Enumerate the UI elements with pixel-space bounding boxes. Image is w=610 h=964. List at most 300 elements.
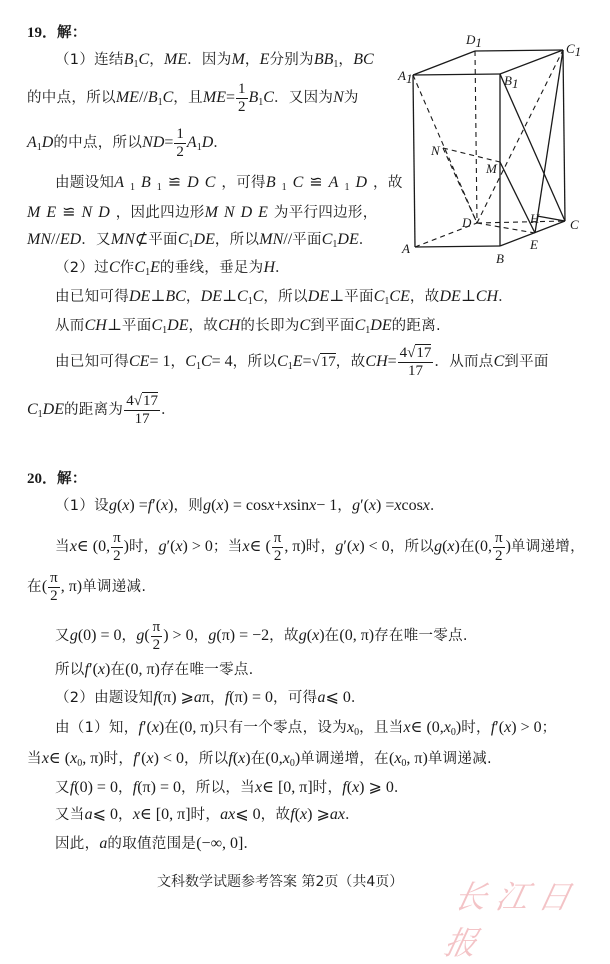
fraction bbox=[124, 393, 160, 428]
math-symbol: C bbox=[134, 259, 146, 276]
text-run: 平面 bbox=[344, 289, 374, 305]
math-operator: = bbox=[225, 89, 236, 106]
math-symbol: x bbox=[347, 719, 355, 736]
edge-A-B bbox=[415, 246, 500, 247]
vertex-label-C1: C1 bbox=[566, 41, 582, 59]
text-run: （1）设 bbox=[55, 498, 109, 514]
fraction-numerator bbox=[398, 345, 434, 363]
q20-line-4 bbox=[55, 618, 468, 653]
fraction-denominator: 2 bbox=[113, 547, 121, 564]
subscript: 1 bbox=[384, 296, 390, 307]
math-operator: ) bbox=[158, 719, 165, 736]
text-run: （2）过 bbox=[55, 260, 109, 276]
subscript: 1 bbox=[129, 182, 141, 193]
math-operator: ( bbox=[442, 538, 448, 555]
math-operator: + bbox=[274, 497, 284, 514]
math-symbol: C bbox=[373, 288, 385, 305]
math-symbol: DE bbox=[42, 401, 64, 418]
math-symbol: f bbox=[153, 689, 158, 706]
text-run: ． bbox=[344, 807, 360, 823]
math-symbol: f bbox=[224, 689, 230, 706]
math-symbol: ax bbox=[220, 806, 236, 823]
subscript: 1 bbox=[145, 267, 151, 278]
math-operator: ( bbox=[232, 750, 239, 767]
q19-line-11 bbox=[27, 392, 176, 427]
text-run: ， bbox=[193, 628, 209, 644]
math-symbol: B bbox=[123, 51, 134, 68]
math-symbol: x bbox=[151, 719, 159, 736]
text-run: 单调递减. bbox=[427, 751, 492, 767]
text-run: 平面 bbox=[292, 232, 322, 248]
math-symbol: x bbox=[394, 750, 402, 767]
figure-vertex-labels bbox=[397, 32, 581, 266]
text-run: 平面 bbox=[121, 318, 152, 334]
math-operator: ⊥ bbox=[329, 288, 345, 305]
edge-B1-C1 bbox=[500, 50, 563, 74]
vertex-label-N: N bbox=[431, 143, 440, 158]
math-symbol: x bbox=[368, 497, 376, 514]
sqrt-expression bbox=[312, 352, 336, 372]
fraction-denominator: 2 bbox=[50, 587, 58, 604]
fraction bbox=[111, 530, 123, 565]
text-run: 到平面 bbox=[310, 318, 355, 334]
subscript: 1 bbox=[196, 142, 202, 153]
math-operator: ′( bbox=[142, 719, 152, 736]
math-symbol: x bbox=[242, 538, 250, 555]
math-operator: (π) = 0 bbox=[229, 689, 274, 706]
math-symbol: C bbox=[277, 353, 288, 370]
math-symbol: E bbox=[150, 259, 160, 276]
math-symbol: C bbox=[263, 89, 274, 106]
text-run: ，所以，当 bbox=[180, 780, 255, 796]
math-operator: ⊥ bbox=[106, 317, 122, 334]
text-run: 单调递增，在 bbox=[300, 751, 389, 767]
math-symbol: f bbox=[147, 497, 153, 514]
math-operator: (0, π) bbox=[125, 661, 160, 678]
text-run: ， bbox=[337, 498, 353, 514]
text-run: 单调递减. bbox=[82, 579, 147, 595]
subscript: 1 bbox=[344, 182, 356, 193]
math-symbol: C bbox=[177, 231, 189, 248]
math-symbol: g bbox=[158, 538, 167, 555]
math-symbol: E bbox=[259, 51, 270, 68]
math-operator: (0, π) bbox=[179, 719, 214, 736]
math-symbol: DE bbox=[200, 288, 222, 305]
math-operator: = bbox=[164, 134, 174, 151]
math-symbol: C bbox=[237, 288, 248, 305]
text-run: ． bbox=[213, 135, 229, 151]
math-symbol: C bbox=[252, 288, 264, 305]
math-symbol: ME bbox=[27, 204, 63, 221]
text-run: ， bbox=[170, 354, 186, 370]
math-operator: ) < 0 bbox=[153, 750, 184, 767]
text-run: 为 bbox=[343, 90, 359, 106]
text-run: 的中点，所以 bbox=[27, 90, 116, 106]
edge-C1-D1 bbox=[475, 50, 563, 51]
subscript: 0 bbox=[289, 758, 295, 769]
vertex-label-A: A bbox=[402, 241, 410, 256]
math-symbol: M bbox=[231, 51, 245, 68]
math-operator: ) bbox=[505, 538, 511, 555]
q20-line-3 bbox=[27, 569, 147, 604]
text-run: 平面 bbox=[148, 232, 178, 248]
text-run: ；当 bbox=[212, 539, 243, 555]
math-operator: sin bbox=[290, 497, 310, 514]
fraction bbox=[493, 530, 505, 565]
math-symbol: a bbox=[193, 689, 202, 706]
text-run: 当 bbox=[27, 751, 42, 767]
math-symbol: g bbox=[69, 627, 78, 644]
fraction-denominator: 2 bbox=[152, 636, 161, 653]
math-operator: − 1 bbox=[316, 497, 338, 514]
math-operator: ) bbox=[168, 497, 174, 514]
math-symbol: x bbox=[282, 750, 290, 767]
math-operator: ( bbox=[116, 497, 123, 514]
fraction-numerator: 1 bbox=[176, 125, 184, 142]
math-symbol: x bbox=[504, 719, 512, 736]
math-operator: ( bbox=[211, 497, 217, 514]
text-run: ，所以 bbox=[389, 539, 435, 555]
math-symbol: g bbox=[352, 497, 361, 514]
math-operator: ∈ [0, π] bbox=[139, 806, 191, 823]
math-operator: ′( bbox=[166, 538, 176, 555]
radical-sign: √ bbox=[407, 344, 416, 361]
q20-solution-label: 解： bbox=[57, 471, 87, 487]
text-run: ． bbox=[160, 402, 176, 418]
math-symbol: ND bbox=[142, 134, 165, 151]
subscript: 1 bbox=[258, 97, 264, 108]
text-run: ， bbox=[118, 807, 133, 823]
subscript: 1 bbox=[188, 239, 194, 250]
cuboid-figure bbox=[390, 20, 605, 270]
text-run: （2）由题设知 bbox=[55, 690, 154, 706]
math-operator: ≌ bbox=[309, 174, 329, 191]
math-operator: = 1 bbox=[149, 353, 171, 370]
math-symbol: BB bbox=[313, 51, 334, 68]
fraction-denominator: 2 bbox=[495, 547, 503, 564]
math-symbol: C bbox=[200, 353, 212, 370]
math-operator: ′( bbox=[495, 719, 505, 736]
math-symbol: MN bbox=[259, 231, 284, 248]
math-symbol: C bbox=[138, 51, 150, 68]
math-symbol: CE bbox=[389, 288, 410, 305]
math-operator: ) > 0 bbox=[182, 538, 213, 555]
math-symbol: x bbox=[352, 538, 360, 555]
math-symbol: a bbox=[317, 689, 326, 706]
math-symbol: B bbox=[248, 89, 259, 106]
edge-N-M bbox=[443, 148, 500, 162]
math-symbol: D bbox=[201, 134, 214, 151]
text-run: 时， bbox=[312, 780, 343, 796]
math-symbol: x bbox=[41, 750, 49, 767]
text-run: 在 bbox=[27, 579, 42, 595]
math-operator: , π) bbox=[60, 578, 83, 595]
math-operator: ) bbox=[105, 661, 111, 678]
text-run: 时， bbox=[461, 720, 491, 736]
q19-number: 19． bbox=[27, 25, 58, 41]
math-symbol: x bbox=[312, 627, 320, 644]
math-symbol: C bbox=[493, 353, 505, 370]
math-symbol: CH bbox=[218, 317, 241, 334]
math-symbol: BC bbox=[353, 51, 374, 68]
subscript: 1 bbox=[37, 409, 43, 420]
subscript: 1 bbox=[332, 239, 338, 250]
math-operator: (0, π) bbox=[339, 627, 375, 644]
text-run: 在 bbox=[324, 628, 340, 644]
text-run: 到平面 bbox=[504, 354, 549, 370]
text-run: ； bbox=[541, 720, 557, 736]
subscript: 1 bbox=[36, 142, 42, 153]
math-operator: ⩽ 0 bbox=[325, 689, 351, 706]
math-operator: (0) = 0 bbox=[74, 779, 118, 796]
q19-line-7 bbox=[55, 258, 290, 278]
text-run: ，故 bbox=[188, 318, 219, 334]
text-run: 又当 bbox=[55, 807, 85, 823]
math-operator: (0) = 0 bbox=[77, 627, 122, 644]
math-operator: = 4 bbox=[211, 353, 233, 370]
text-run: ，所以 bbox=[263, 289, 308, 305]
edge-C1-C bbox=[563, 50, 565, 221]
q19-line-9 bbox=[55, 316, 441, 336]
fraction bbox=[48, 570, 60, 605]
math-operator: ) < 0 bbox=[359, 538, 390, 555]
math-symbol: DE bbox=[337, 231, 359, 248]
text-run: 所以 bbox=[55, 662, 85, 678]
edge-A1-B1 bbox=[413, 74, 500, 75]
text-run: ，可得 bbox=[273, 690, 318, 706]
math-symbol: ME bbox=[164, 51, 188, 68]
math-symbol: ED bbox=[59, 231, 82, 248]
text-run: 由已知可得 bbox=[55, 289, 129, 305]
math-symbol: x bbox=[267, 497, 275, 514]
math-operator: ⩽ 0 bbox=[235, 806, 261, 823]
math-symbol: A bbox=[27, 134, 37, 151]
math-operator: , π) bbox=[284, 538, 306, 555]
subscript: 1 bbox=[157, 97, 163, 108]
math-symbol: x bbox=[352, 779, 360, 796]
math-symbol: g bbox=[208, 627, 217, 644]
math-symbol: a bbox=[84, 806, 93, 823]
q19-line-5 bbox=[27, 203, 378, 223]
math-operator: ) bbox=[123, 538, 129, 555]
math-symbol: A bbox=[114, 174, 130, 191]
math-symbol: f bbox=[132, 779, 138, 796]
fraction bbox=[398, 345, 434, 380]
math-symbol: g bbox=[136, 627, 145, 644]
math-symbol: x bbox=[238, 750, 246, 767]
math-operator: ∈ (0, bbox=[410, 719, 444, 736]
fraction-numerator bbox=[124, 393, 160, 411]
math-symbol: ME bbox=[202, 89, 226, 106]
text-run: ．又 bbox=[81, 232, 111, 248]
text-run: 又 bbox=[55, 628, 70, 644]
math-symbol: x bbox=[447, 538, 455, 555]
math-symbol: B bbox=[140, 174, 157, 191]
math-symbol: x bbox=[122, 497, 130, 514]
math-operator: ) = cos bbox=[223, 497, 268, 514]
math-symbol: ME bbox=[115, 89, 139, 106]
sqrt-expression bbox=[134, 392, 158, 409]
math-symbol: B bbox=[147, 89, 158, 106]
math-symbol: g bbox=[298, 627, 307, 644]
fraction bbox=[236, 81, 248, 116]
math-symbol: C bbox=[299, 317, 311, 334]
text-run: ，所以 bbox=[183, 751, 229, 767]
math-operator: ′( bbox=[137, 750, 147, 767]
math-symbol: f bbox=[290, 806, 295, 823]
text-run: ，则 bbox=[173, 498, 204, 514]
math-symbol: x bbox=[403, 719, 411, 736]
math-symbol: x bbox=[97, 661, 105, 678]
math-symbol: N bbox=[333, 89, 344, 106]
q20-line-9 bbox=[55, 778, 409, 798]
math-operator: // bbox=[51, 231, 60, 248]
math-operator: ′( bbox=[152, 497, 162, 514]
edge-H-C bbox=[537, 216, 565, 221]
math-operator: (0, bbox=[265, 750, 283, 767]
text-run: 的长即为 bbox=[240, 318, 300, 334]
math-operator: ⊥ bbox=[150, 288, 166, 305]
math-operator: ) > 0 bbox=[163, 627, 194, 644]
math-symbol: B bbox=[265, 174, 282, 191]
math-operator: ) bbox=[454, 538, 460, 555]
math-operator: = bbox=[387, 353, 397, 370]
math-symbol: g bbox=[203, 497, 212, 514]
math-symbol: E bbox=[292, 353, 303, 370]
text-run: 因此， bbox=[55, 836, 100, 852]
text-run: 在 bbox=[459, 539, 475, 555]
vertex-label-D: D bbox=[462, 215, 472, 230]
math-symbol: x bbox=[161, 497, 169, 514]
math-operator: (π) = −2 bbox=[216, 627, 270, 644]
q19-line-10 bbox=[55, 344, 549, 379]
coefficient: 4 bbox=[126, 392, 134, 409]
math-symbol: A bbox=[328, 174, 345, 191]
vertex-label-M: M bbox=[486, 161, 497, 176]
text-run: 在 bbox=[250, 751, 266, 767]
math-symbol: C bbox=[185, 353, 196, 370]
edge-D-E bbox=[477, 223, 535, 233]
text-run: 在 bbox=[164, 720, 180, 736]
text-run: 在 bbox=[110, 662, 126, 678]
math-operator: ) bbox=[245, 750, 251, 767]
math-symbol: MN bbox=[27, 231, 51, 248]
text-run: ，所以 bbox=[214, 232, 260, 248]
edge-B1-C bbox=[500, 74, 565, 221]
math-symbol: DE bbox=[129, 288, 151, 305]
math-operator: ( bbox=[346, 779, 353, 796]
q19-line-1 bbox=[55, 50, 374, 70]
math-operator: (π) ⩾ bbox=[157, 689, 194, 706]
text-run: ． bbox=[393, 780, 409, 796]
text-run: 由（1）知， bbox=[55, 720, 139, 736]
text-run: 的距离. bbox=[391, 318, 441, 334]
math-symbol: D bbox=[355, 174, 374, 191]
math-symbol: x bbox=[300, 806, 308, 823]
text-run: ． bbox=[275, 260, 290, 276]
fraction-denominator: 2 bbox=[238, 98, 246, 115]
text-run: 存在唯一零点. bbox=[374, 628, 468, 644]
math-symbol: x bbox=[132, 806, 140, 823]
text-run: 由题设知 bbox=[55, 175, 115, 191]
text-run: 当 bbox=[55, 539, 70, 555]
text-run: ，因此四边形 bbox=[115, 205, 205, 221]
text-run: ， bbox=[149, 52, 164, 68]
math-operator: // bbox=[138, 89, 148, 106]
math-operator: ⊄ bbox=[134, 231, 149, 248]
math-symbol: MNDE bbox=[204, 204, 274, 221]
vertex-label-B: B bbox=[496, 251, 504, 266]
text-run: 存在唯一零点. bbox=[159, 662, 254, 678]
math-operator: ′( bbox=[360, 497, 369, 514]
vertex-label-C: C bbox=[570, 217, 579, 232]
math-symbol: CH bbox=[84, 317, 107, 334]
text-run: ，所以 bbox=[232, 354, 278, 370]
subscript: 1 bbox=[333, 59, 339, 70]
text-run: 由已知可得 bbox=[55, 354, 129, 370]
math-operator: ) ⩾ 0 bbox=[359, 779, 394, 796]
math-symbol: MN bbox=[110, 231, 135, 248]
math-symbol: x bbox=[443, 719, 451, 736]
math-symbol: x bbox=[146, 750, 154, 767]
q19-line-8 bbox=[55, 287, 513, 307]
math-symbol: x bbox=[70, 750, 78, 767]
text-run: 的中点，所以 bbox=[53, 135, 143, 151]
math-symbol: x bbox=[254, 779, 263, 796]
q19-solution-label: 解： bbox=[57, 25, 87, 41]
math-symbol: x bbox=[309, 497, 317, 514]
math-symbol: f bbox=[133, 750, 138, 767]
math-operator: ≌ bbox=[167, 174, 188, 191]
math-symbol: x bbox=[394, 497, 402, 514]
q20-line-10 bbox=[55, 805, 360, 825]
text-run: 又 bbox=[55, 780, 70, 796]
math-operator: ) > 0 bbox=[511, 719, 542, 736]
math-operator: ⊥ bbox=[221, 288, 238, 305]
text-run: 时， bbox=[305, 539, 336, 555]
subscript: 1 bbox=[365, 325, 371, 336]
text-run: ，故 bbox=[260, 807, 291, 823]
q20-heading bbox=[27, 469, 87, 489]
math-operator: // bbox=[283, 231, 293, 248]
math-symbol: C bbox=[292, 174, 310, 191]
q20-line-8 bbox=[27, 749, 492, 769]
q20-line-11 bbox=[55, 834, 258, 854]
math-symbol: C bbox=[108, 259, 120, 276]
text-run: ，故 bbox=[269, 628, 299, 644]
edge-D1-D bbox=[475, 51, 477, 223]
text-run: 作 bbox=[119, 260, 135, 276]
math-operator: , π) bbox=[406, 750, 428, 767]
math-operator: , π) bbox=[82, 750, 104, 767]
math-symbol: x bbox=[175, 538, 183, 555]
q20-line-1 bbox=[55, 496, 445, 516]
text-run: ，故 bbox=[335, 354, 366, 370]
text-run: 时， bbox=[129, 539, 159, 555]
text-run: ， bbox=[117, 780, 133, 796]
text-run: ，故 bbox=[409, 289, 440, 305]
text-run: ．从而点 bbox=[434, 354, 494, 370]
subscript: 1 bbox=[156, 182, 168, 193]
q19-line-3 bbox=[27, 125, 229, 160]
math-operator: ( bbox=[41, 578, 48, 595]
radical-sign: √ bbox=[311, 354, 320, 370]
q20-line-6 bbox=[55, 688, 366, 708]
fraction-denominator: 2 bbox=[273, 547, 282, 564]
math-symbol: x bbox=[422, 497, 430, 514]
text-run: 分别为 bbox=[269, 52, 314, 68]
fraction-numerator: π bbox=[273, 529, 282, 546]
